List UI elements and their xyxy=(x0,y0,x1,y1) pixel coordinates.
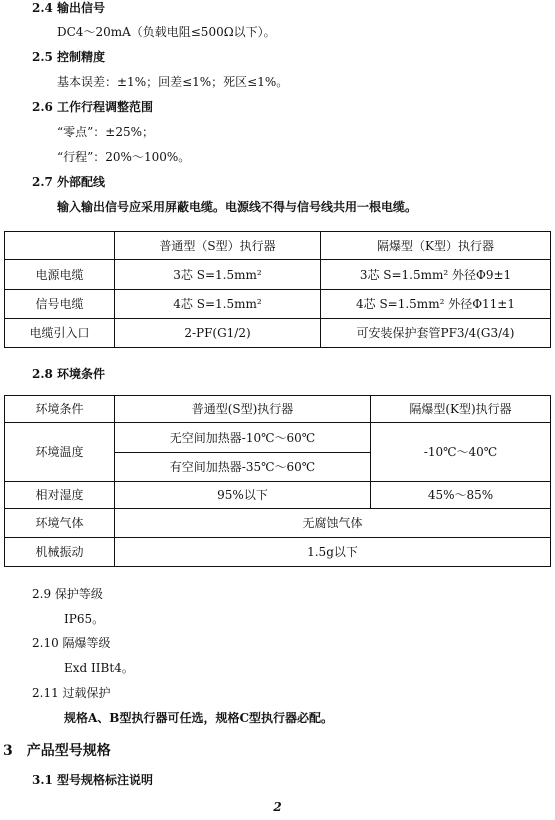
section-2-11-body: 规格A、B型执行器可任选，规格C型执行器必配。 xyxy=(64,711,334,725)
table-cell: 3芯 S=1.5mm² xyxy=(115,260,321,290)
table-row xyxy=(5,319,551,348)
table-row xyxy=(5,538,551,567)
table-cell: 有空间加热器-35℃～60℃ xyxy=(115,453,371,482)
page-number: 2 xyxy=(273,800,282,814)
table-row xyxy=(5,482,551,509)
section-2-4-title: 2.4 输出信号 xyxy=(32,1,106,15)
section-3-1-title: 3.1 型号规格标注说明 xyxy=(32,773,154,787)
table-row xyxy=(5,232,551,260)
section-2-10-title: 2.10 隔爆等级 xyxy=(32,636,111,650)
table-cell: 45%～85% xyxy=(371,482,551,509)
section-2-7-body: 输入输出信号应采用屏蔽电缆。电源线不得与信号线共用一根电缆。 xyxy=(57,200,418,214)
table-cell: 4芯 S=1.5mm² xyxy=(115,290,321,319)
table-cell: 无空间加热器-10℃～60℃ xyxy=(115,423,371,453)
table-row xyxy=(5,396,551,423)
table-row xyxy=(5,509,551,538)
table-row-label: 电缆引入口 xyxy=(5,319,115,348)
table-row xyxy=(5,423,551,453)
table-cell: 可安装保护套管PF3/4(G3/4) xyxy=(321,319,551,348)
environment-table xyxy=(4,395,551,567)
table-header-cell: 普通型(S型)执行器 xyxy=(115,396,371,423)
table-header-cell: 隔爆型（K型）执行器 xyxy=(321,232,551,260)
section-2-6-zero: “零点”：±25%； xyxy=(57,125,154,139)
chapter-3-title: 3 产品型号规格 xyxy=(3,743,111,759)
table-cell: 1.5g以下 xyxy=(115,538,551,567)
section-2-11-title: 2.11 过载保护 xyxy=(32,686,111,700)
section-2-6-stroke: “行程”：20%～100%。 xyxy=(57,150,191,164)
section-2-5-body: 基本误差：±1%；回差≤1%；死区≤1%。 xyxy=(57,75,289,89)
table-header-cell: 普通型（S型）执行器 xyxy=(115,232,321,260)
section-2-10-body: Exd IIBt4。 xyxy=(64,661,134,675)
section-2-8-title: 2.8 环境条件 xyxy=(32,367,106,381)
cable-spec-table xyxy=(4,231,551,348)
table-cell: 4芯 S=1.5mm² 外径Φ11±1 xyxy=(321,290,551,319)
table-row-label: 电源电缆 xyxy=(5,260,115,290)
table-row-label: 环境气体 xyxy=(5,509,115,538)
table-header-cell: 环境条件 xyxy=(5,396,115,423)
table-cell: 无腐蚀气体 xyxy=(115,509,551,538)
table-header-cell xyxy=(5,232,115,260)
table-cell: 3芯 S=1.5mm² 外径Φ9±1 xyxy=(321,260,551,290)
section-2-9-body: IP65。 xyxy=(64,612,105,626)
table-cell: -10℃～40℃ xyxy=(371,423,551,482)
table-row xyxy=(5,260,551,290)
table-cell: 2-PF(G1/2) xyxy=(115,319,321,348)
table-row-label: 环境温度 xyxy=(5,423,115,482)
table-row-label: 相对湿度 xyxy=(5,482,115,509)
section-2-9-title: 2.9 保护等级 xyxy=(32,587,103,601)
table-row-label: 信号电缆 xyxy=(5,290,115,319)
section-2-7-title: 2.7 外部配线 xyxy=(32,175,106,189)
table-row xyxy=(5,290,551,319)
section-2-6-title: 2.6 工作行程调整范围 xyxy=(32,100,154,114)
table-header-cell: 隔爆型(K型)执行器 xyxy=(371,396,551,423)
section-2-5-title: 2.5 控制精度 xyxy=(32,50,106,64)
section-2-4-body: DC4～20mA（负载电阻≤500Ω以下）。 xyxy=(57,25,276,39)
table-row-label: 机械振动 xyxy=(5,538,115,567)
table-cell: 95%以下 xyxy=(115,482,371,509)
